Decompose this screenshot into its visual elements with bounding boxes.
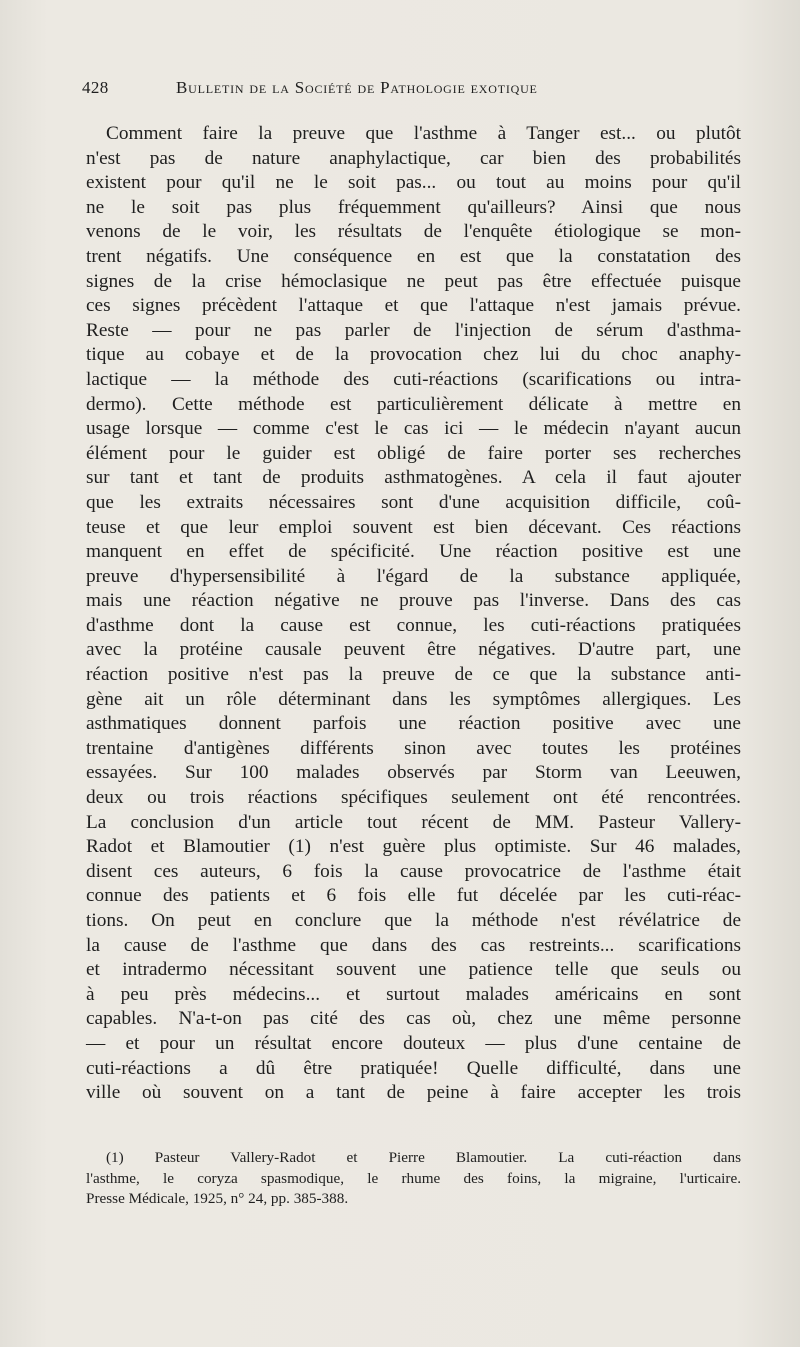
text-line: manquent en effet de spécificité. Une réaction positive est une [86,541,741,563]
running-title: Bulletin de la Société de Pathologie exotique [176,78,538,97]
text-line: la cause de l'asthme que dans des cas restreints... scarifications [86,934,741,956]
text-line: trentaine d'antigènes différents sinon avec toutes les protéines [86,737,741,759]
text-line: — et pour un résultat encore douteux — plus d'une centaine de [86,1032,741,1054]
text-line: signes de la crise hémoclasique ne peut pas être effectuée puisque [86,270,741,292]
text-line: à peu près médecins... et surtout malades américains en sont [86,983,741,1005]
text-line: que les extraits nécessaires sont d'une acquisition difficile, coû- [86,491,741,513]
text-line: Reste — pour ne pas parler de l'injection de sérum d'asthma- [86,319,741,341]
text-line: ville où souvent on a tant de peine à faire accepter les trois [86,1082,741,1104]
text-line: avec la protéine causale peuvent être négatives. D'autre part, une [86,639,741,661]
text-line: essayées. Sur 100 malades observés par Storm van Leeuwen, [86,762,741,784]
footnote-line: (1) Pasteur Vallery-Radot et Pierre Blamoutier. La cuti-réaction dans [106,1149,741,1166]
footnote-line: l'asthme, le coryza spasmodique, le rhume des foins, la migraine, l'urticaire. [86,1169,741,1187]
page-number: 428 [82,78,109,97]
text-line: tique au cobaye et de la provocation chez lui du choc anaphy- [86,344,741,366]
text-line: venons de le voir, les résultats de l'enquête étiologique se mon- [86,221,741,243]
footnote-line: Presse Médicale, 1925, n° 24, pp. 385-388. [86,1190,349,1207]
text-line: réaction positive n'est pas la preuve de ce que la substance anti- [86,664,741,686]
text-line: connue des patients et 6 fois elle fut décelée par les cuti-réac- [86,885,741,907]
text-line: Comment faire la preuve que l'asthme à Tanger est... ou plutôt [106,123,741,144]
text-line: tions. On peut en conclure que la méthode n'est révélatrice de [86,910,741,931]
text-line: disent ces auteurs, 6 fois la cause provocatrice de l'asthme était [86,860,741,882]
text-line: lactique — la méthode des cuti-réactions (scarifications ou intra- [86,368,741,390]
text-line: et intradermo nécessitant souvent une patience telle que seuls ou [86,959,741,981]
text-line: élément pour le guider est obligé de faire porter ses recherches [86,442,741,464]
body-text [86,122,741,1106]
text-line: usage lorsque — comme c'est le cas ici — le médecin n'ayant aucun [86,418,741,440]
footnote [86,1148,741,1210]
text-line: n'est pas de nature anaphylactique, car bien des probabilités [86,147,741,169]
text-line: capables. N'a-t-on pas cité des cas où, chez une même personne [86,1008,741,1030]
text-line: preuve d'hypersensibilité à l'égard de la substance appliquée, [86,565,741,587]
text-line: ne le soit pas plus fréquemment qu'ailleurs? Ainsi que nous [86,196,741,218]
text-line: d'asthme dont la cause est connue, les cuti-réactions pratiquées [86,614,741,636]
text-line: ces signes précèdent l'attaque et que l'attaque n'est jamais prévue. [86,295,741,317]
text-line: existent pour qu'il ne le soit pas... ou tout au moins pour qu'il [86,172,741,194]
text-line: La conclusion d'un article tout récent de MM. Pasteur Vallery- [86,811,741,833]
text-line: trent négatifs. Une conséquence en est que la constatation des [86,245,741,267]
text-line: cuti-réactions a dû être pratiquée! Quelle difficulté, dans une [86,1057,741,1079]
text-line: asthmatiques donnent parfois une réaction positive avec une [86,713,741,735]
text-line: mais une réaction négative ne prouve pas l'inverse. Dans des cas [86,590,741,612]
text-line: teuse et que leur emploi souvent est bien décevant. Ces réactions [86,516,741,538]
text-line: sur tant et tant de produits asthmatogènes. A cela il faut ajouter [86,467,741,489]
text-line: deux ou trois réactions spécifiques seulement ont été rencontrées. [86,787,741,809]
text-line: dermo). Cette méthode est particulièrement délicate à mettre en [86,393,741,415]
text-line: gène ait un rôle déterminant dans les symptômes allergiques. Les [86,688,741,710]
text-line: Radot et Blamoutier (1) n'est guère plus optimiste. Sur 46 malades, [86,836,741,858]
